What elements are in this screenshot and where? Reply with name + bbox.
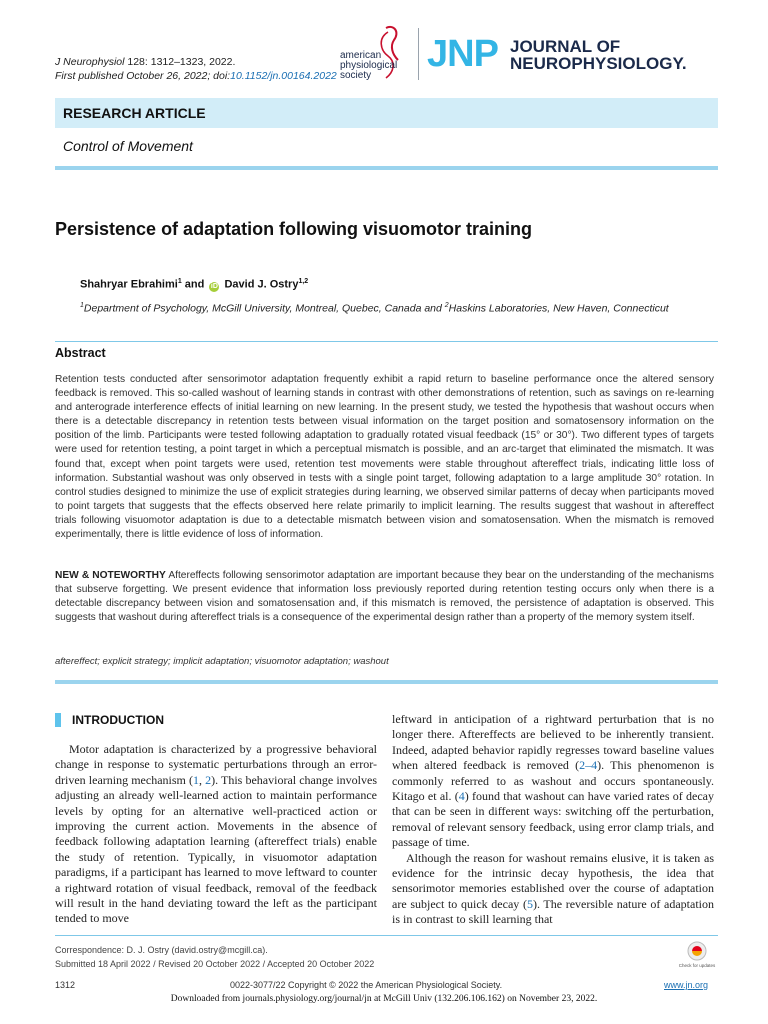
author-list: [80, 278, 308, 292]
new-noteworthy-label: NEW & NOTEWORTHY: [55, 570, 166, 581]
logo-divider: [418, 28, 419, 80]
journal-title-line-1: JOURNAL OF: [510, 37, 621, 56]
author-1-affil: 1: [177, 278, 182, 285]
intro-heading: INTRODUCTION: [72, 713, 164, 727]
aps-wordmark: [340, 51, 397, 81]
section-marker: [55, 713, 61, 727]
intro-text: Motor adaptation is characterized by a progressive behavioral change in response to systematic perturbations through an error-driven learning mechanism (: [55, 742, 377, 787]
and-text: and: [181, 278, 208, 291]
divider: [55, 166, 718, 170]
ref-link[interactable]: 4: [458, 789, 465, 804]
ref-link[interactable]: 2: [205, 772, 212, 787]
new-noteworthy: [55, 569, 714, 625]
affil-1-text: Department of Psychology, McGill University, Montreal, Quebec, Canada and: [83, 302, 445, 315]
intro-text: leftward in anticipation of a rightward perturbation that is no longer there. Aftereffects are believed to be inherently transient. Indeed, adapted behavior rapidly regresses toward baseline values when altered feedback is removed (: [392, 712, 714, 773]
jnp-logo: JNP: [427, 33, 498, 75]
page-number: 1312: [55, 980, 76, 990]
badge-label: Check for updates: [678, 963, 716, 968]
affil-2-text: Haskins Laboratories, New Haven, Connecticut: [448, 302, 669, 315]
journal-title-line-2: NEUROPHYSIOLOGY.: [510, 54, 687, 73]
author-1[interactable]: Shahryar Ebrahimi: [80, 278, 178, 291]
journal-website-link[interactable]: www.jn.org: [664, 980, 709, 990]
citation: [55, 55, 337, 83]
copyright: 0022-3077/22 Copyright © 2022 the American Physiological Society.: [230, 980, 503, 990]
intro-text: Although the reason for washout remains elusive, it is taken as evidence for the intrinsic decay hypothesis, the idea that sensorimotor memories established over the course of adaptation are subject to quick decay (: [392, 850, 714, 911]
journal-title: [510, 38, 687, 72]
citation-journal: J Neurophysiol: [55, 56, 125, 68]
intro-paragraph: [392, 851, 714, 928]
divider: [55, 341, 718, 342]
first-published: First published October 26, 2022; doi:: [55, 70, 231, 82]
abstract-body: Retention tests conducted after sensorimotor adaptation frequently exhibit a rapid return to baseline performance once the altered sensory feedback is removed. This so-called washout of learning stands in contrast with other demonstrations of retention, such as savings on re-learning and anterograde interference effects of initial learning on new learning. In the present study, we tested the hypothesis that washout occurs when there is a detectable discrepancy in retention tests between visual information on the target position and somatosensory information on the position of the limb. Participants were tested following adaptation to gradually rotated visual feedback (15° or 30°). Two different types of targets were used for retention testing, a point target in which a perceptual mismatch is possible, and an arc-target that eliminated the mismatch. It was found that, except when point targets were used, retention test movements were stable throughout aftereffect trials, indicating little loss of information. Substantial washout was only observed in tests with a single point target, following adaptation to a large amplitude 30° rotation. In control studies designed to minimize the use of explicit strategies during learning, we observed similar patterns of decay when participants moved to point targets that suggests that the effects observed here relate primarily to implicit learning. The results suggest that washout in aftereffect trials following visuomotor adaptation is due to a detectable mismatch between vision and somatosensation. When the mismatch is removed experimentally, there is little evidence of loss of information.: [55, 374, 714, 541]
intro-text: ). This phenomenon is commonly referred to as washout and occurs spontaneously. Kitago et al. (: [392, 758, 714, 804]
intro-text: ). The reversible nature of adaptation is in contrast to skill learning that: [392, 896, 715, 927]
abstract-heading: Abstract: [55, 346, 106, 360]
citation-volume: 128: 1312–1323, 2022.: [124, 56, 236, 68]
intro-text: ). This behavioral change involves adjusting an already well-learned action to maintain performance levels by opting for an alternative well-practiced action or improving the current action. Movements in the absence of feedback following adaptation learning (aftereffect trials) enable the study of retention. Typically, in visuomotor adaptation paradigms, if a participant has learned to move leftward to counter a rightward rotation of visual feedback, removal of the feedback will result in the hand deviating toward the left as the participant tended to move: [55, 772, 377, 926]
author-2-affil: 1,2: [298, 278, 309, 285]
orcid-icon[interactable]: iD: [210, 282, 218, 290]
author-2[interactable]: David J. Ostry: [224, 278, 299, 291]
intro-text: ) found that washout can have varied rates of decay that can be seen in different ways: switching off the perturbation, removal of relevant sensory feedback, using error clamp trials, and passage of time.: [392, 789, 714, 850]
keywords: aftereffect; explicit strategy; implicit adaptation; visuomotor adaptation; washout: [55, 656, 389, 667]
check-for-updates-icon[interactable]: [678, 940, 716, 976]
correspondence-block: [55, 943, 374, 971]
aps-line-1: american: [340, 50, 382, 61]
affiliations: [80, 298, 720, 317]
intro-paragraph: [392, 712, 714, 851]
aps-line-2: physiological: [340, 60, 398, 71]
affil-1-mark: 1: [80, 302, 84, 309]
download-notice: Downloaded from journals.physiology.org/journal/jn at McGill Univ (132.206.106.162) on November 23, 2022.: [170, 994, 598, 1004]
ref-link[interactable]: 5: [526, 896, 533, 911]
divider: [55, 680, 718, 684]
affil-2-mark: 2: [444, 302, 449, 309]
ref-link[interactable]: 1: [192, 772, 199, 787]
article-title: Persistence of adaptation following visuomotor training: [55, 219, 533, 239]
intro-text: ,: [198, 772, 206, 787]
intro-right-column: [392, 712, 714, 928]
section-label: Control of Movement: [63, 138, 193, 154]
ref-link[interactable]: 2–4: [579, 758, 598, 773]
doi-link[interactable]: 10.1152/jn.00164.2022: [230, 70, 337, 82]
correspondence: Correspondence: D. J. Ostry (david.ostry@mcgill.ca).: [55, 945, 268, 955]
article-type: RESEARCH ARTICLE: [63, 105, 206, 121]
divider: [55, 935, 718, 936]
aps-line-3: society: [340, 70, 372, 81]
intro-left-column: [55, 742, 377, 927]
submission-dates: Submitted 18 April 2022 / Revised 20 October 2022 / Accepted 20 October 2022: [55, 959, 375, 969]
new-noteworthy-body: Aftereffects following sensorimotor adaptation are important because they bear on the understanding of the mechanisms that subserve forgetting. We present evidence that information loss previously reported during retention testing occurs only when there is a detectable discrepancy between vision and somatosensation and, if this mismatch is removed, the persistence of adaptation is observed. This suggests that washout during aftereffect trials is a consequence of the experimental design rather than a property of the memory system itself.: [55, 570, 714, 624]
